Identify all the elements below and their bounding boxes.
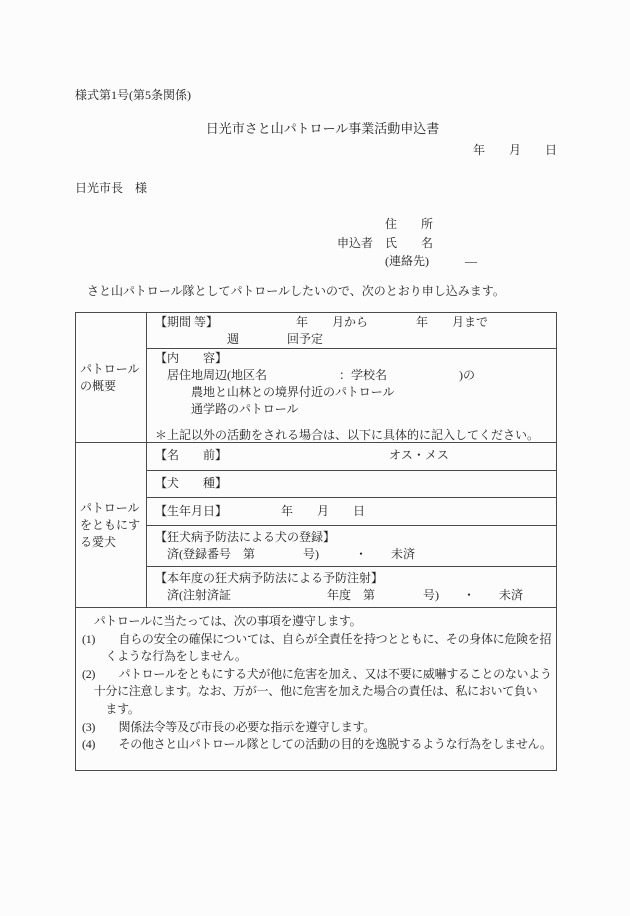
overview-label-line: パトロール	[80, 361, 140, 376]
period-line: 【期間 等】 年 月から 年 月まで	[155, 315, 489, 329]
pledge-line: ます。	[82, 701, 140, 716]
pledge-line: (3) 関係法令等及び市長の必要な指示を遵守します。	[82, 719, 375, 734]
form-number: 様式第1号(第5条関係)	[75, 88, 191, 102]
document-title: 日光市さと山パトロール事業活動申込書	[205, 121, 440, 136]
content-line: 農地と山林との境界付近のパトロール	[155, 385, 395, 399]
dog-section	[76, 442, 556, 607]
dog-label	[76, 443, 147, 607]
date-line: 年 月 日	[472, 143, 557, 157]
dog-registration-row	[147, 525, 556, 566]
dog-label-line: る愛犬	[80, 534, 117, 549]
dog-vaccination-row	[147, 566, 556, 607]
applicant-contact-line: (連絡先) ―	[337, 254, 477, 268]
dog-rows	[147, 443, 556, 607]
overview-label	[76, 313, 147, 442]
content-row	[147, 348, 556, 442]
overview-section	[76, 313, 556, 442]
dog-vaccination-line: 【本年度の狂犬病予防法による予防注射】	[155, 571, 384, 585]
overview-rows	[147, 313, 556, 442]
dog-birthdate-row	[147, 497, 556, 525]
addressee-mayor: 日光市長 様	[75, 181, 148, 195]
dog-registration-line: 【狂犬病予防法による犬の登録】	[155, 530, 336, 544]
period-line: 週 回予定	[155, 332, 324, 346]
dog-label-line: パトロール	[80, 500, 140, 515]
applicant-block	[337, 215, 477, 271]
pledge-line: くような行為をしません。	[82, 649, 247, 664]
pledge-section	[76, 607, 556, 770]
patrol-application-table	[75, 312, 557, 771]
dog-name-line: 【名 前】 オス・メス	[155, 448, 449, 462]
content-note-line: ＊上記以外の活動をされる場合は、以下に具体的に記入してください。	[155, 428, 540, 442]
pledge-line: パトロールに当たっては、次の事項を遵守します。	[82, 614, 362, 628]
applicant-name-line: 申込者 氏 名	[337, 235, 434, 250]
content-line: 【内 容】	[155, 351, 228, 365]
pledge-line: (4) その他さと山パトロール隊としての活動の目的を逸脱するような行為をしません。	[82, 737, 552, 752]
overview-label-line: の概要	[80, 378, 117, 393]
dog-vaccination-line: 済(注射済証 年度 第 号) ・ 未済	[155, 588, 523, 602]
intro-sentence: さと山パトロール隊としてパトロールしたいので、次のとおり申し込みます。	[75, 284, 505, 298]
pledge-line: (2) パトロールをともにする犬が他に危害を加え、又は不要に威嚇することのないよう	[82, 666, 552, 681]
dog-breed-row	[147, 470, 556, 497]
content-line: 通学路のパトロール	[155, 402, 299, 416]
pledge-line: (1) 自らの安全の確保については、自らが全責任を持つとともに、その身体に危険を招	[82, 631, 552, 646]
pledge-line: 十分に注意します。なお、万が一、他に危害を加えた場合の責任は、私において負い	[82, 684, 538, 699]
dog-registration-line: 済(登録番号 第 号) ・ 未済	[155, 547, 415, 561]
applicant-address-line: 住 所	[337, 217, 434, 231]
dog-birthdate-line: 【生年月日】 年 月 日	[155, 504, 366, 518]
dog-name-row	[147, 443, 556, 470]
dog-breed-line: 【犬 種】	[155, 476, 228, 490]
dog-label-line: をともにす	[80, 517, 141, 532]
content-line: 居住地周辺(地区名 ：学校名 )の	[155, 368, 475, 382]
period-row	[147, 313, 556, 348]
